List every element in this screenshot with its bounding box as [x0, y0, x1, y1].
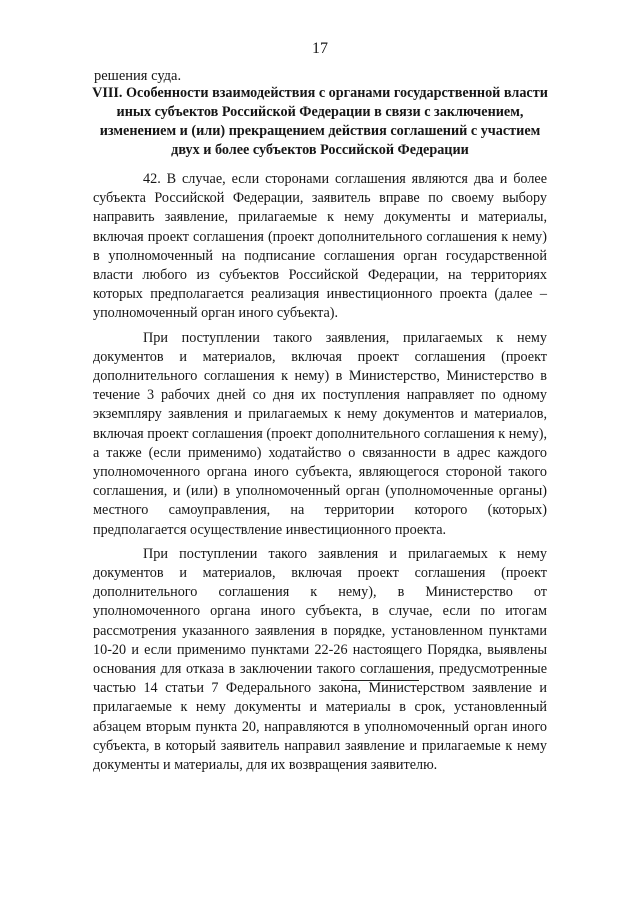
section-body: [93, 170, 547, 780]
paragraph-ministry-forwarding: При поступлении такого заявления, прилагаемых к нему документов и материалов, включая проект соглашения (проект дополнительного соглашения к нему) в Министерство, Министерство в течение 3 рабочих дней со дня их поступления направляет по одному экземпляру заявления и прилагаемых к нему документов и материалов, включая проект соглашения (проект дополнительного соглашения к нему), а также (если применимо) ходатайство о связанности в адрес каждого уполномоченного органа иного субъекта, являющегося стороной такого соглашения, и (или) в уполномоченный орган (уполномоченные органы) местного самоуправления, на территории которого (которых) предполагается осуществление инвестиционного проекта.: [93, 329, 547, 538]
paragraph-42: 42. В случае, если сторонами соглашения являются два и более субъекта Российской Федерации, заявитель вправе по своему выбору направить заявление, прилагаемые к нему документы и материалы, включая проект соглашения (проект дополнительного соглашения к нему) в уполномоченный на подписание соглашения орган государственной власти любого из субъектов Российской Федерации, на территориях которых предполагается реализация инвестиционного проекта (далее – уполномоченный орган иного субъекта).: [93, 171, 547, 322]
previous-paragraph-tail: решения суда.: [94, 68, 182, 84]
paragraph-refusal-return: При поступлении такого заявления и прилагаемых к нему документов и материалов, включая проект соглашения (проект дополнительного соглашения к нему), в Министерство от уполномоченного органа иного субъекта, в случае, если по итогам рассмотрения указанного заявления в порядке, установленном пунктами 10-20 и если применимо пунктами 22-26 настоящего Порядка, выявлены основания для отказа в заключении такого соглашения, предусмотренные частью 14 статьи 7 Федерального закона, Министерством заявление и прилагаемые к нему документы и материалы в срок, установленный абзацем вторым пункта 20, направляются в уполномоченный орган иного субъекта, в который заявитель направил заявление и прилагаемые к нему документы и материалы, для их возвращения заявителю.: [93, 545, 547, 774]
end-of-text-rule: [341, 680, 419, 681]
section-heading: VIII. Особенности взаимодействия с органами государственной власти иных субъектов Российской Федерации в связи с заключением, изменением и (или) прекращением действия соглашений с участием двух и более субъектов Российской Федерации: [92, 85, 548, 158]
page-number: 17: [312, 40, 328, 57]
